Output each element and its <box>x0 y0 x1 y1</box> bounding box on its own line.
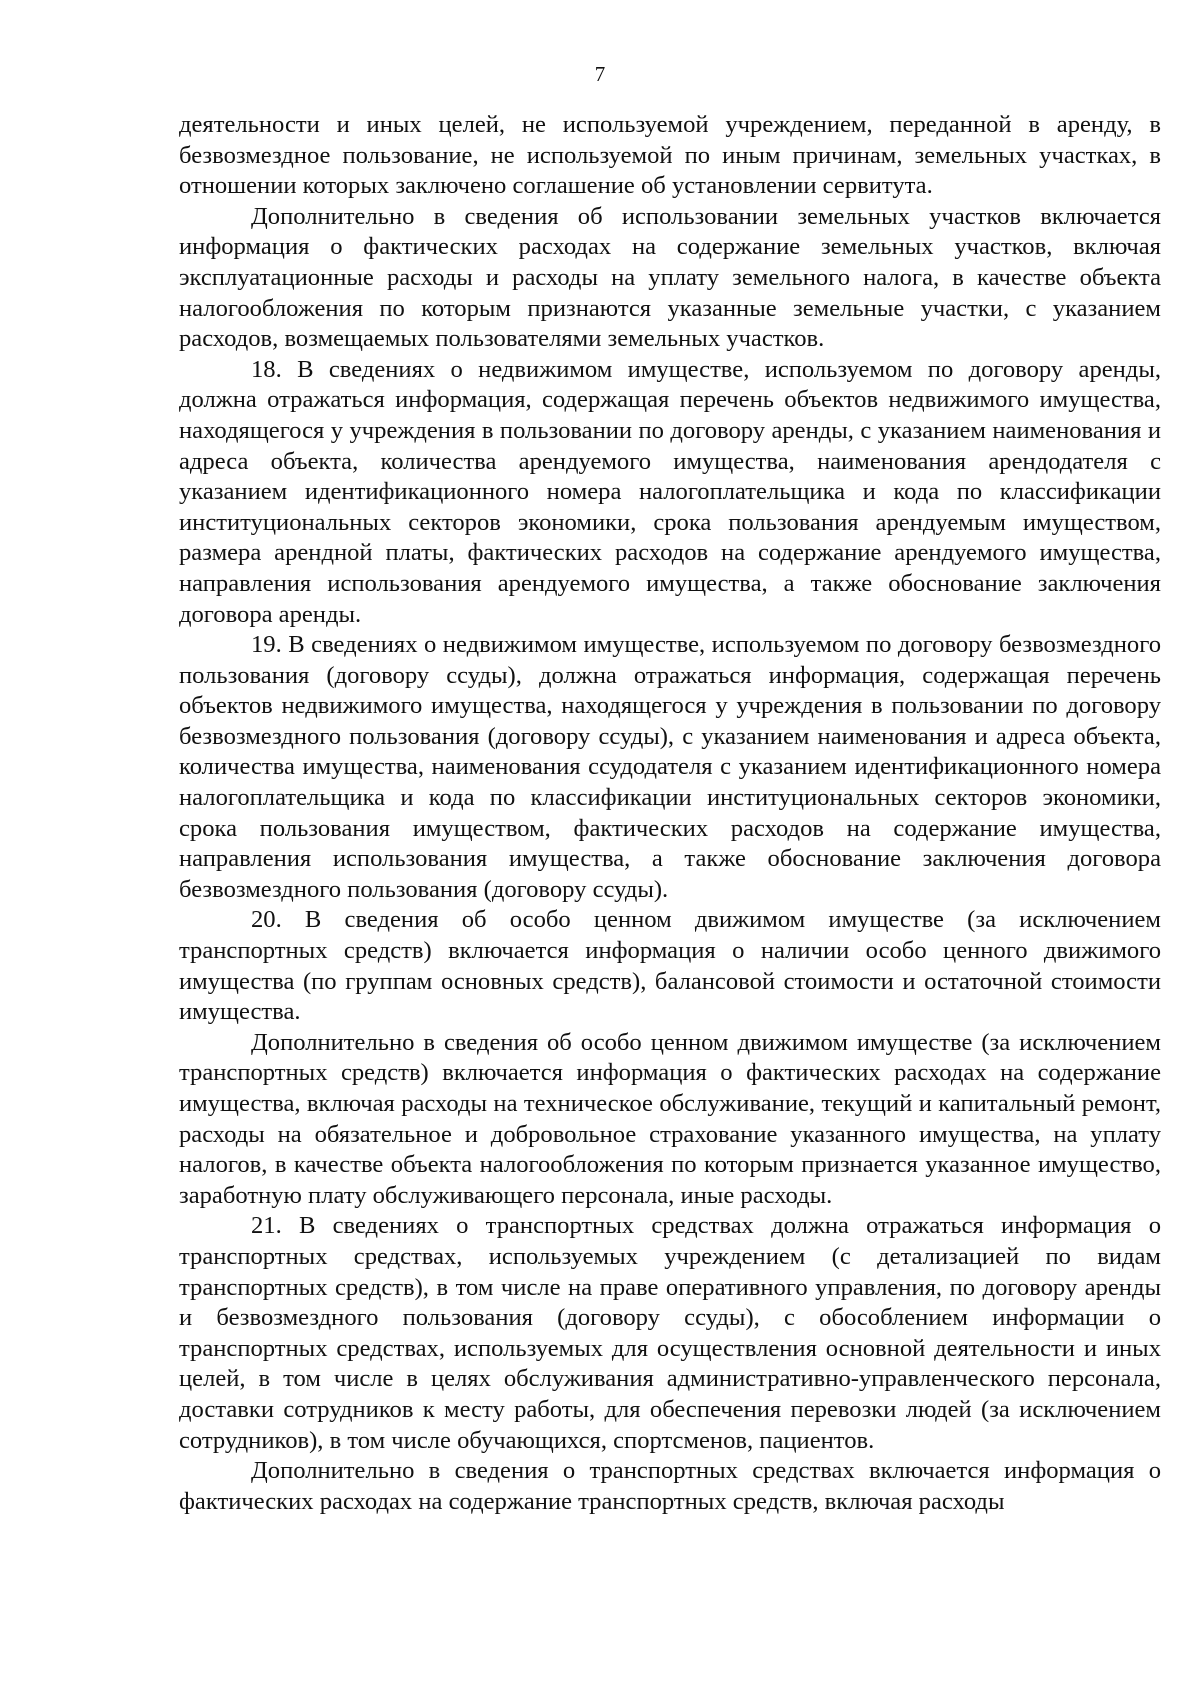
paragraph: деятельности и иных целей, не используемой учреждением, переданной в аренду, в безвозмездное пользование, не используемой по иным причинам, земельных участках, в отношении которых заключено соглашение об установлении сервитута. <box>179 111 1161 200</box>
paragraph: 19. В сведениях о недвижимом имуществе, используемом по договору безвозмездного пользования (договору ссуды), должна отражаться информация, содержащая перечень объектов недвижимого имущества, находящегося у учреждения в пользовании по договору безвозмездного пользования (договору ссуды), с указанием наименования и адреса объекта, количества имущества, наименования ссудодателя с указанием идентификационного номера налогоплательщика и кода по классификации институциональных секторов экономики, срока пользования имуществом, фактических расходов на содержание имущества, направления использования имущества, а также обоснование заключения договора безвозмездного пользования (договору ссуды). <box>179 631 1161 903</box>
paragraph: 20. В сведения об особо ценном движимом имуществе (за исключением транспортных средств) включается информация о наличии особо ценного движимого имущества (по группам основных средств), балансовой стоимости и остаточной стоимости имущества. <box>179 906 1161 1026</box>
paragraph: Дополнительно в сведения о транспортных средствах включается информация о фактических расходах на содержание транспортных средств, включая расходы <box>179 1457 1161 1515</box>
paragraph: 18. В сведениях о недвижимом имуществе, используемом по договору аренды, должна отражаться информация, содержащая перечень объектов недвижимого имущества, находящегося у учреждения в пользовании по договору аренды, с указанием наименования и адреса объекта, количества арендуемого имущества, наименования арендодателя с указанием идентификационного номера налогоплательщика и кода по классификации институциональных секторов экономики, срока пользования арендуемым имуществом, размера арендной платы, фактических расходов на содержание арендуемого имущества, направления использования арендуемого имущества, а также обоснование заключения договора аренды. <box>179 355 1161 628</box>
document-body <box>179 110 1161 1517</box>
paragraph: Дополнительно в сведения об особо ценном движимом имуществе (за исключением транспортных средств) включается информация о фактических расходах на содержание имущества, включая расходы на техническое обслуживание, текущий и капитальный ремонт, расходы на обязательное и добровольное страхование указанного имущества, на уплату налогов, в качестве объекта налогообложения по которым признается указанное имущество, заработную плату обслуживающего персонала, иные расходы. <box>179 1028 1161 1209</box>
page-number: 7 <box>594 62 606 86</box>
paragraph: 21. В сведениях о транспортных средствах должна отражаться информация о транспортных средствах, используемых учреждением (с детализацией по видам транспортных средств), в том числе на праве оперативного управления, по договору аренды и безвозмездного пользования (договору ссуды), с обособлением информации о транспортных средствах, используемых для осуществления основной деятельности и иных целей, в том числе в целях обслуживания административно-управленческого персонала, доставки сотрудников к месту работы, для обеспечения перевозки людей (за исключением сотрудников), в том числе обучающихся, спортсменов, пациентов. <box>179 1212 1161 1454</box>
paragraph: Дополнительно в сведения об использовании земельных участков включается информация о фактических расходах на содержание земельных участков, включая эксплуатационные расходы и расходы на уплату земельного налога, в качестве объекта налогообложения по которым признаются указанные земельные участки, с указанием расходов, возмещаемых пользователями земельных участков. <box>179 202 1161 353</box>
